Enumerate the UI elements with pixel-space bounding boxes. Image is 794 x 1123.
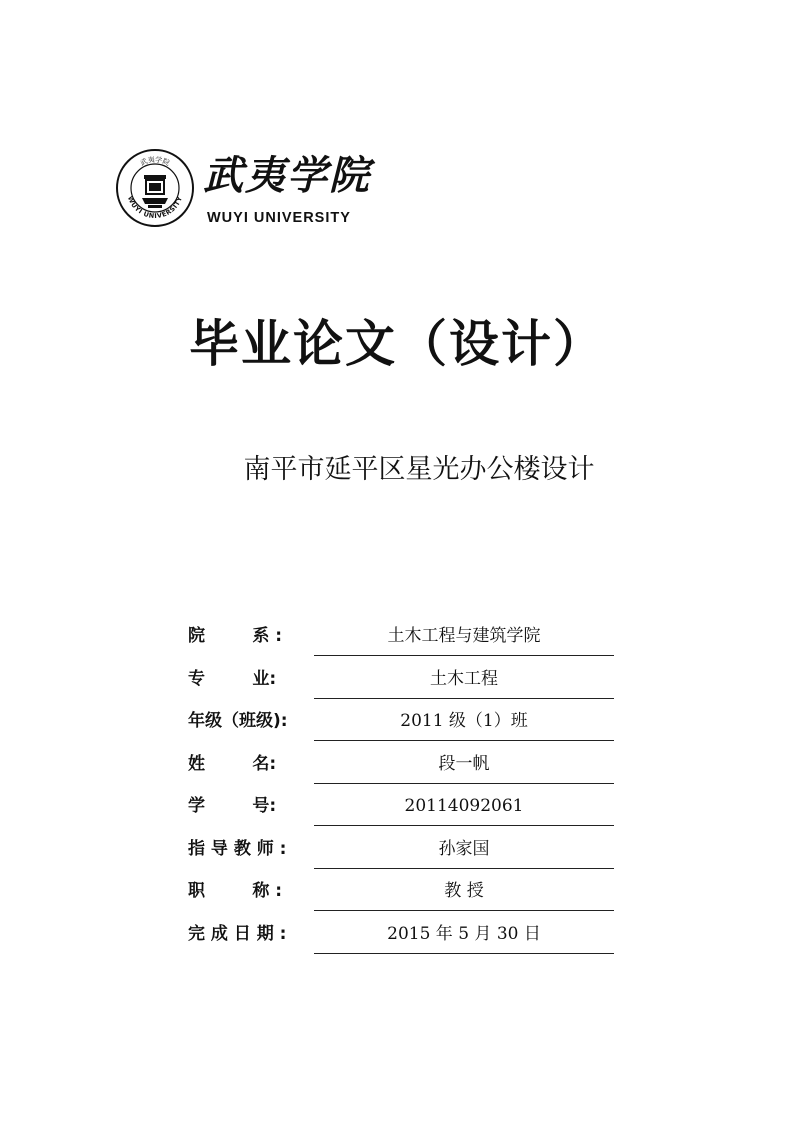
department-value: 土木工程与建筑学院: [314, 615, 614, 656]
completion-date-label: 完 成 日 期 :: [188, 923, 287, 944]
advisor-title-value: 教 授: [314, 870, 614, 911]
info-row-advisor: [188, 828, 614, 871]
info-row-department: [188, 615, 614, 658]
major-value: 土木工程: [314, 658, 614, 699]
major-label: 专 业:: [188, 668, 277, 689]
student-id-label: 学 号:: [188, 796, 277, 816]
info-row-title: [188, 870, 614, 913]
info-row-student-id: [188, 785, 614, 828]
class-label: 年级（班级):: [188, 711, 288, 731]
university-name-cn: 武夷学院: [203, 152, 371, 199]
class-value: 2011 级（1）班: [314, 700, 614, 741]
seal-bottom-text: WUYI UNIVERSITY: [125, 194, 185, 221]
student-name-label: 姓 名:: [188, 753, 277, 774]
university-name-en: WUYI UNIVERSITY: [207, 210, 351, 226]
info-row-class: [188, 700, 614, 743]
university-logo: [115, 148, 385, 232]
info-row-date: [188, 913, 614, 956]
svg-text:武夷学院: [139, 155, 171, 168]
seal-top-text: 武夷学院: [139, 155, 171, 168]
thesis-type-title: 毕业论文（设计）: [189, 315, 605, 373]
university-seal-icon: [115, 148, 195, 228]
info-row-name: [188, 743, 614, 786]
advisor-label: 指 导 教 师 :: [188, 838, 287, 859]
advisor-title-label: 职 称 :: [188, 881, 283, 901]
thesis-topic-title: 南平市延平区星光办公楼设计: [243, 454, 595, 485]
student-id-value: 20114092061: [314, 785, 614, 826]
info-row-major: [188, 658, 614, 701]
completion-date-value: 2015 年 5 月 30 日: [314, 913, 614, 954]
advisor-value: 孙家国: [314, 828, 614, 869]
student-info-table: [188, 615, 614, 955]
student-name-value: 段一帆: [314, 743, 614, 784]
department-label: 院 系 :: [188, 626, 283, 646]
